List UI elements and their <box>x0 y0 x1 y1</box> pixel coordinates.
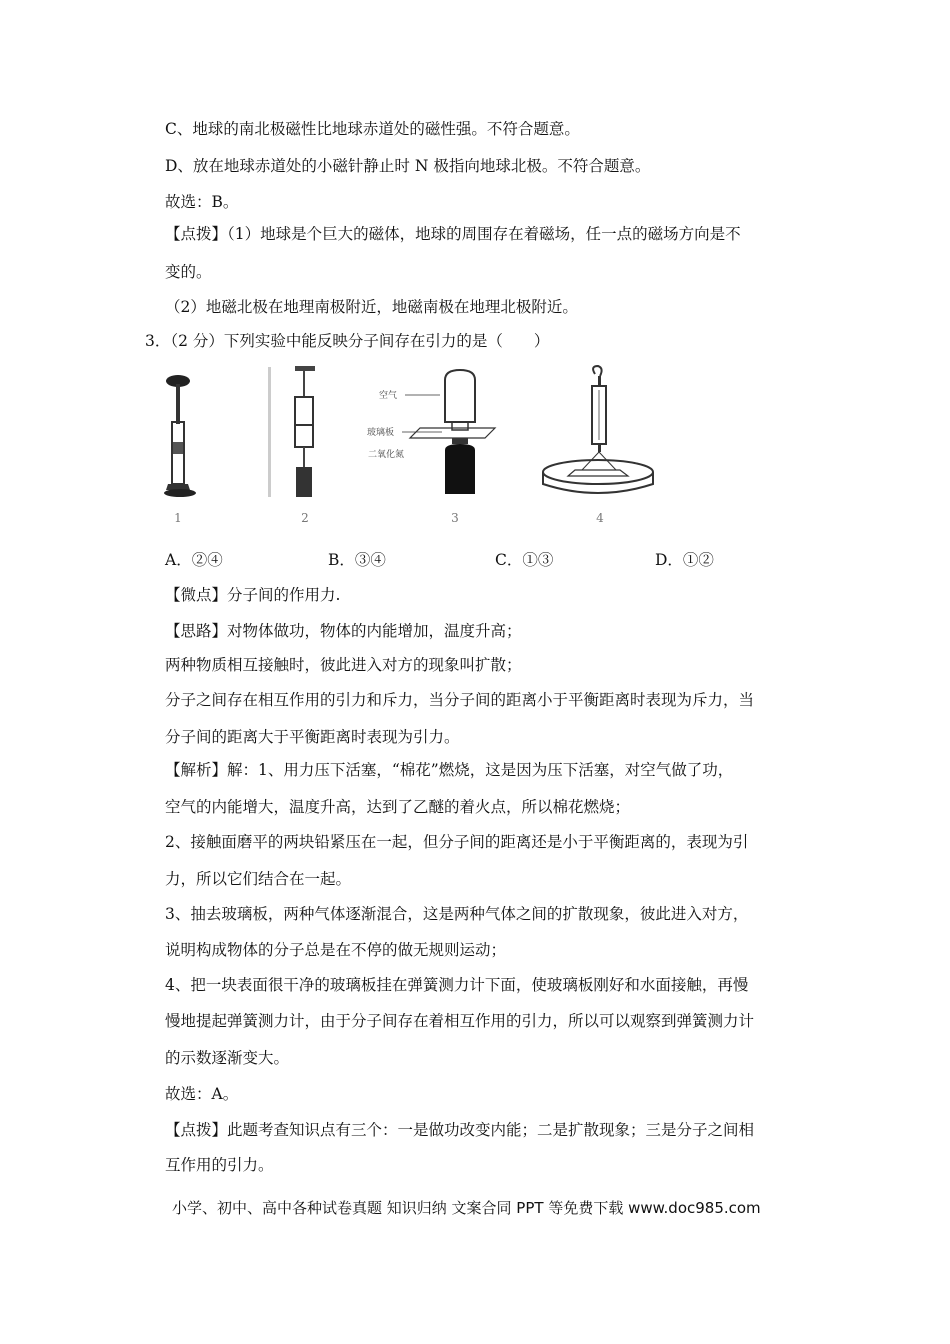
text-line: （2）地磁北极在地理南极附近，地磁南极在地理北极附近。 <box>165 298 578 316</box>
question-3: 3．（2 分）下列实验中能反映分子间存在引力的是（ ） <box>145 332 550 350</box>
option-c: C．①③ <box>495 551 554 569</box>
text-line: 【解析】解：1、用力压下活塞，“棉花”燃烧，这是因为压下活塞，对空气做了功， <box>165 761 734 779</box>
text-line: 慢地提起弹簧测力计，由于分子间存在着相互作用的引力，所以可以观察到弹簧测力计 <box>165 1012 755 1030</box>
figure-4-spring-balance <box>543 366 653 493</box>
text-line: 故选：B。 <box>165 193 239 211</box>
experiment-figures <box>150 362 670 532</box>
figure-label-2: 2 <box>301 511 309 525</box>
text-line: 3、抽去玻璃板，两种气体逐渐混合，这是两种气体之间的扩散现象，彼此进入对方， <box>165 905 749 923</box>
text-line: 两种物质相互接触时，彼此进入对方的现象叫扩散； <box>165 656 522 674</box>
figure-1-piston <box>164 375 196 497</box>
text-line: 故选：A。 <box>165 1085 239 1103</box>
figure-2-lead-blocks <box>268 366 315 497</box>
text-line: 【思路】对物体做功，物体的内能增加，温度升高； <box>165 622 522 640</box>
figure-label-4: 4 <box>596 511 604 525</box>
text-line: 的示数逐渐变大。 <box>165 1049 290 1067</box>
text-line: 互作用的引力。 <box>165 1156 274 1174</box>
text-line: 【微点】分子间的作用力. <box>165 586 341 604</box>
figure-label-3: 3 <box>451 511 459 525</box>
option-a: A．②④ <box>165 551 223 569</box>
text-line: D、放在地球赤道处的小磁针静止时 N 极指向地球北极。不符合题意。 <box>165 157 651 175</box>
text-line: 空气的内能增大，温度升高，达到了乙醚的着火点，所以棉花燃烧； <box>165 798 631 816</box>
text-line: 力，所以它们结合在一起。 <box>165 870 352 888</box>
figure-3-gas-diffusion <box>367 370 495 494</box>
fig3-label-glass: 玻璃板 <box>367 428 395 438</box>
text-line: 【点拨】（1）地球是个巨大的磁体，地球的周围存在着磁场，任一点的磁场方向是不 <box>165 225 741 243</box>
fig3-label-no2: 二氧化氮 <box>368 450 405 460</box>
text-line: 4、把一块表面很干净的玻璃板挂在弹簧测力计下面，使玻璃板刚好和水面接触，再慢 <box>165 976 749 994</box>
text-line: 分子之间存在相互作用的引力和斥力，当分子间的距离小于平衡距离时表现为斥力，当 <box>165 691 755 709</box>
text-line: 2、接触面磨平的两块铅紧压在一起，但分子间的距离还是小于平衡距离的，表现为引 <box>165 833 749 851</box>
text-line: 分子间的距离大于平衡距离时表现为引力。 <box>165 728 460 746</box>
option-d: D．①② <box>655 551 714 569</box>
text-line: C、地球的南北极磁性比地球赤道处的磁性强。不符合题意。 <box>165 120 580 138</box>
option-b: B．③④ <box>328 551 386 569</box>
text-line: 说明构成物体的分子总是在不停的做无规则运动； <box>165 941 507 959</box>
text-line: 变的。 <box>165 263 212 281</box>
fig3-label-air: 空气 <box>379 391 398 401</box>
text-line: 【点拨】此题考查知识点有三个：一是做功改变内能；二是扩散现象；三是分子之间相 <box>165 1121 755 1139</box>
figure-label-1: 1 <box>174 511 182 525</box>
footer-text: 小学、初中、高中各种试卷真题 知识归纳 文案合同 PPT 等免费下载 www.doc985.com <box>172 1199 761 1217</box>
